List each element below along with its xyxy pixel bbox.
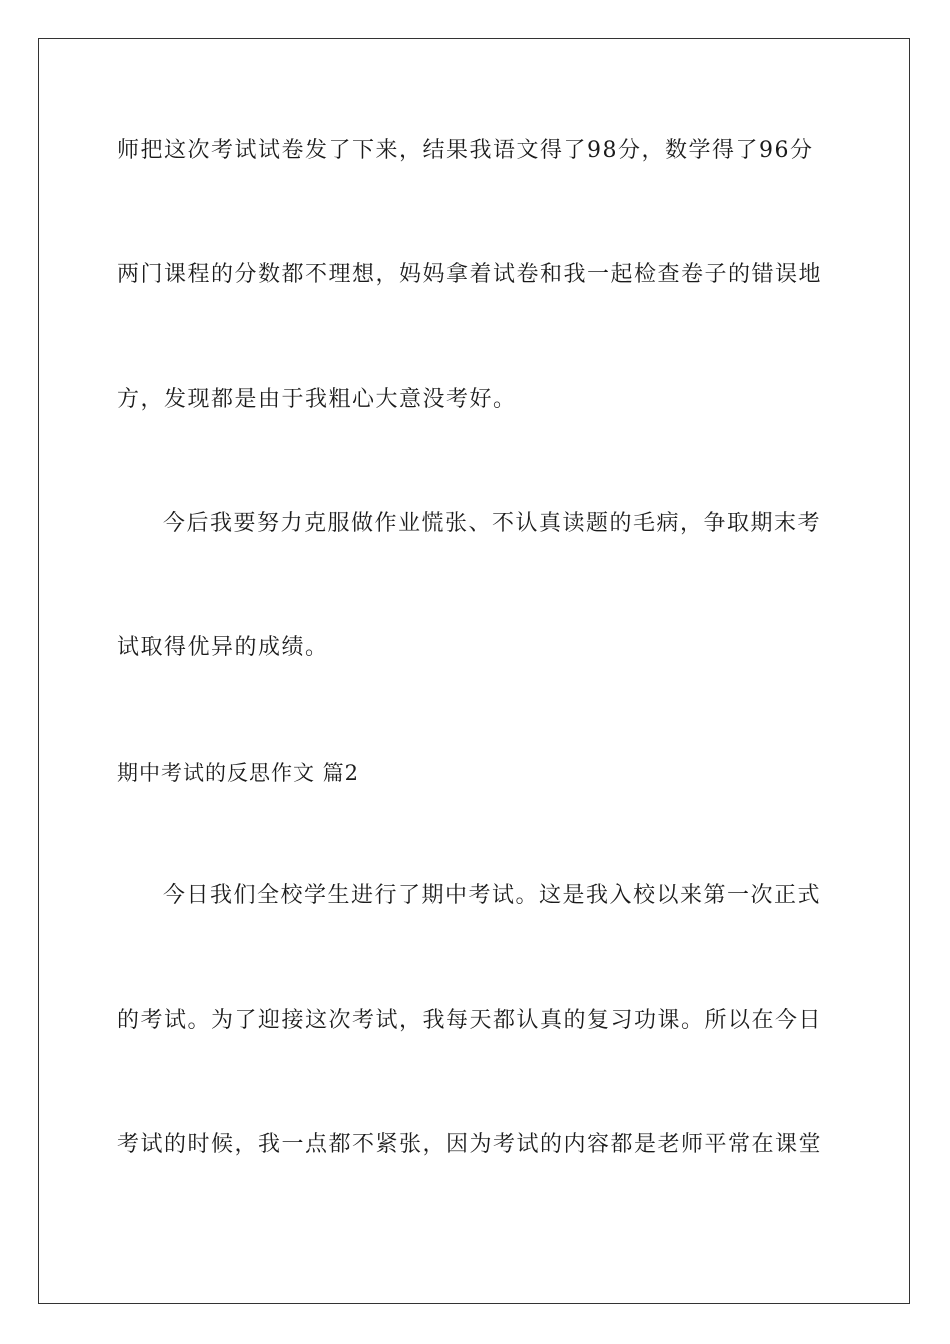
- text-line-1: 师把这次考试试卷发了下来，结果我语文得了98分，数学得了96分: [117, 138, 814, 163]
- text-line-5: 试取得优异的成绩。: [117, 635, 329, 660]
- text-line-3: 方，发现都是由于我粗心大意没考好。: [117, 387, 517, 412]
- page-border: [38, 38, 910, 1304]
- text-line-8: 考试的时候，我一点都不紧张，因为考试的内容都是老师平常在课堂: [117, 1132, 823, 1157]
- section-heading: 期中考试的反思作文 篇2: [117, 761, 360, 785]
- text-line-7: 的考试。为了迎接这次考试，我每天都认真的复习功课。所以在今日: [117, 1008, 823, 1033]
- text-line-2: 两门课程的分数都不理想，妈妈拿着试卷和我一起检查卷子的错误地: [117, 262, 823, 287]
- text-line-6: 今日我们全校学生进行了期中考试。这是我入校以来第一次正式: [163, 883, 822, 908]
- text-line-4: 今后我要努力克服做作业慌张、不认真读题的毛病，争取期末考: [163, 511, 822, 536]
